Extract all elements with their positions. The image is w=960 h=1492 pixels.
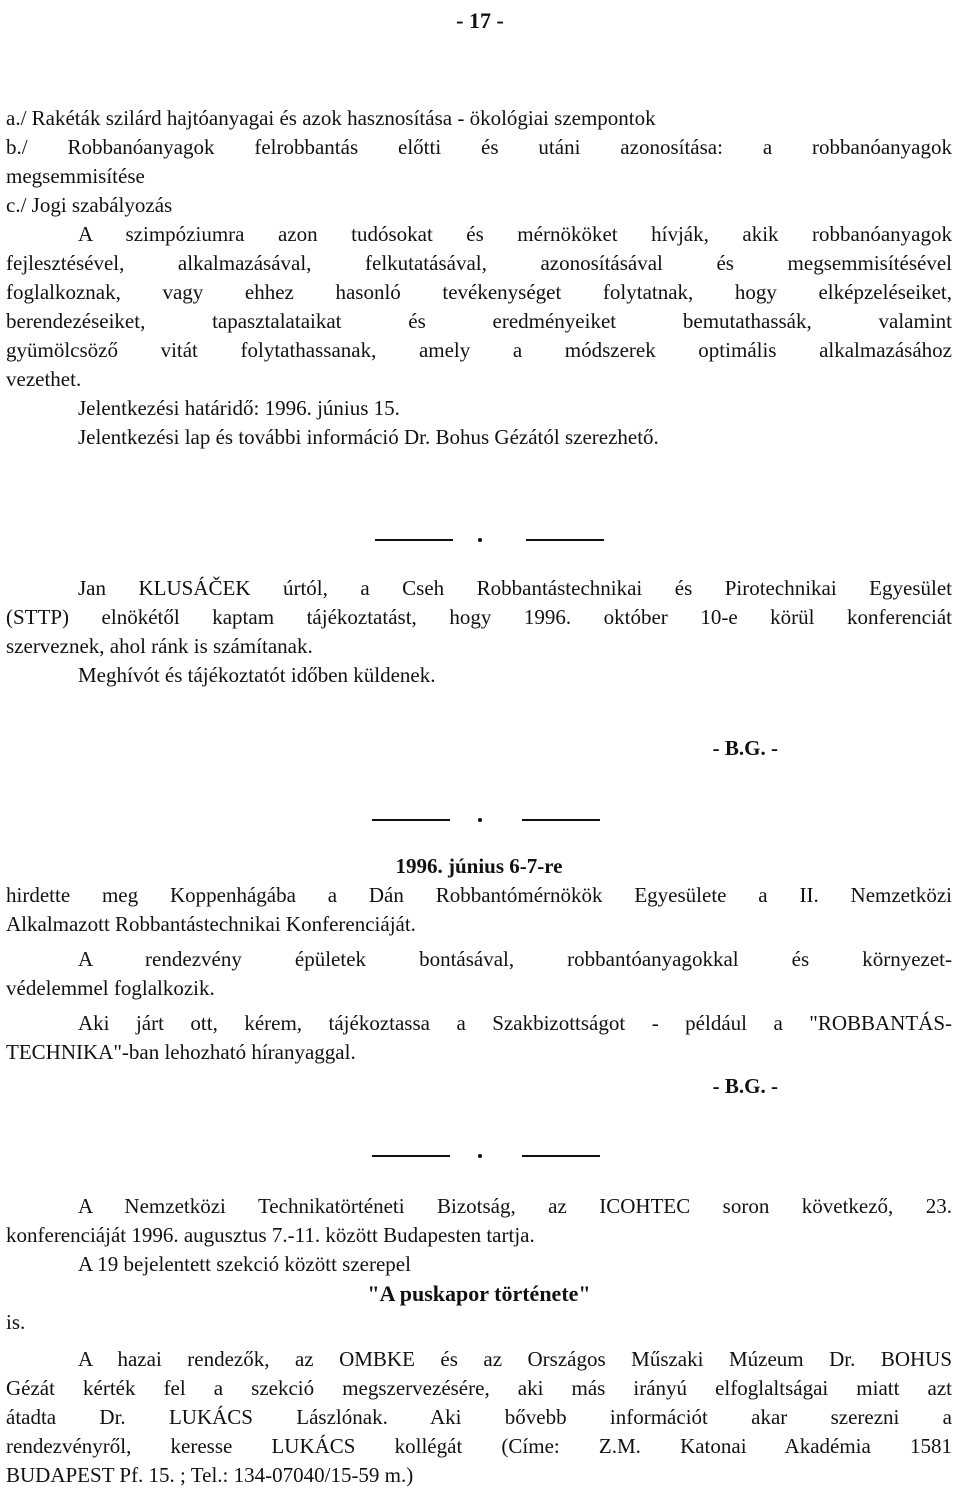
- section-icohtec: [6, 1192, 952, 1490]
- separator: [0, 530, 960, 550]
- section-copenhagen: [6, 852, 952, 1067]
- paragraph-line: rendezvényről, keresse LUKÁCS kollégát (Címe: Z.M. Katonai Akadémia 1581: [6, 1434, 952, 1458]
- paragraph-line: szerveznek, ahol ránk is számítanak.: [6, 634, 313, 658]
- paragraph-line: Gézát kérték fel a szekció megszervezésére, aki más irányú elfoglaltságai miatt azt: [6, 1376, 952, 1400]
- section-symposium: [6, 104, 952, 452]
- page-number: - 17 -: [456, 8, 504, 33]
- paragraph-line: Jan KLUSÁČEK úrtól, a Cseh Robbantástechnikai és Pirotechnikai Egyesület: [78, 576, 952, 600]
- paragraph-line: is.: [6, 1310, 26, 1334]
- paragraph-line: TECHNIKA"-ban lehozható híranyaggal.: [6, 1040, 356, 1064]
- paragraph-line: Meghívót és tájékoztatót időben küldenek.: [78, 663, 436, 687]
- signature: - B.G. -: [712, 736, 778, 760]
- paragraph-line: átadta Dr. LUKÁCS Lászlónak. Aki bővebb információt akar szerezni a: [6, 1405, 952, 1429]
- paragraph-line: foglalkoznak, vagy ehhez hasonló tevékenységet folytatnak, hogy elképzeléseiket,: [6, 280, 952, 304]
- section-czech-conference: [6, 574, 952, 690]
- paragraph-line: védelemmel foglalkozik.: [6, 976, 215, 1000]
- signature: - B.G. -: [712, 1074, 778, 1098]
- paragraph-line: vezethet.: [6, 367, 82, 391]
- list-item-b-line1: b./ Robbanóanyagok felrobbantás előtti és utáni azonosítása: a robbanóanyagok: [6, 135, 952, 159]
- paragraph-line: (STTP) elnökétől kaptam tájékoztatást, hogy 1996. október 10-e körül konferenciát: [6, 605, 952, 629]
- paragraph-line: A hazai rendezők, az OMBKE és az Országos Műszaki Múzeum Dr. BOHUS: [78, 1347, 952, 1371]
- event-heading: 1996. június 6-7-re: [395, 854, 563, 878]
- deadline-text: Jelentkezési határidő: 1996. június 15.: [78, 396, 400, 420]
- paragraph-line: berendezéseiket, tapasztalataikat és eredményeiket bemutathassák, valamint: [6, 309, 952, 333]
- paragraph-line: A rendezvény épületek bontásával, robbantóanyagokkal és környezet-: [78, 947, 952, 971]
- paragraph-line: BUDAPEST Pf. 15. ; Tel.: 134-07040/15-59 m.): [6, 1463, 414, 1487]
- paragraph-line: hirdette meg Koppenhágába a Dán Robbantómérnökök Egyesülete a II. Nemzetközi: [6, 883, 952, 907]
- list-item-a: a./ Rakéták szilárd hajtóanyagai és azok hasznosítása - ökológiai szempontok: [6, 106, 656, 130]
- list-item-c: c./ Jogi szabályozás: [6, 193, 173, 217]
- paragraph-line: Aki járt ott, kérem, tájékoztassa a Szakbizottságot - például a "ROBBANTÁS-: [78, 1011, 952, 1035]
- paragraph-line: konferenciáját 1996. augusztus 7.-11. között Budapesten tartja.: [6, 1223, 535, 1247]
- paragraph-line: fejlesztésével, alkalmazásával, felkutatásával, azonosításával és megsemmisítésével: [6, 251, 952, 275]
- separator: [0, 810, 960, 830]
- paragraph-line: gyümölcsöző vitát folytathassanak, amely a módszerek optimális alkalmazásához: [6, 338, 952, 362]
- list-item-b-line2: megsemmisítése: [6, 164, 145, 188]
- section-title: "A puskapor története": [367, 1281, 591, 1306]
- paragraph-line: A 19 bejelentett szekció között szerepel: [78, 1252, 411, 1276]
- paragraph-line: Alkalmazott Robbantástechnikai Konferenciáját.: [6, 912, 416, 936]
- info-text: Jelentkezési lap és további információ Dr. Bohus Gézától szerezhető.: [78, 425, 659, 449]
- paragraph-line: A szimpóziumra azon tudósokat és mérnököket hívják, akik robbanóanyagok: [78, 222, 952, 246]
- separator: [0, 1146, 960, 1166]
- paragraph-line: A Nemzetközi Technikatörténeti Bizotság, az ICOHTEC soron következő, 23.: [78, 1194, 952, 1218]
